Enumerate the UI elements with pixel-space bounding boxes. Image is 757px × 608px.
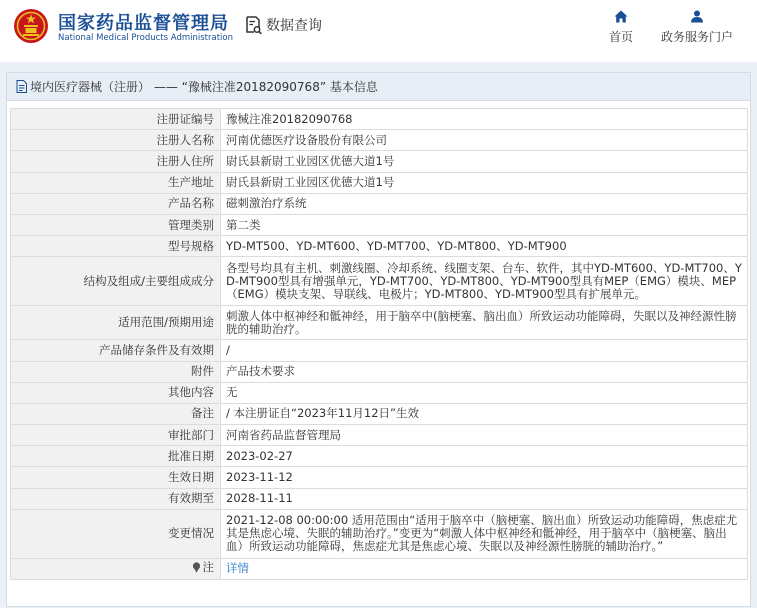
field-value: YD-MT500、YD-MT600、YD-MT700、YD-MT800、YD-MT900 bbox=[221, 236, 748, 257]
field-value-remark bbox=[221, 558, 748, 579]
field-value: 2021-12-08 00:00:00 适用范围由“适用于脑卒中（脑梗塞、脑出血）所致运动功能障碍，焦虑症尤其是焦虑心境、失眠的辅助治疗。”变更为“刺激人体中枢神经和骶神经，用于脑卒中（脑梗塞、脑出血）所致运动功能障碍，焦虑症尤其是焦虑心境、失眠以及神经源性膀胱的辅助治疗。” bbox=[221, 509, 748, 558]
table-row bbox=[11, 488, 748, 509]
document-search-icon bbox=[243, 15, 263, 35]
table-row bbox=[11, 467, 748, 488]
field-value: 产品技术要求 bbox=[221, 361, 748, 382]
field-label: 变更情况 bbox=[11, 509, 221, 558]
table-row bbox=[11, 236, 748, 257]
field-label: 管理类别 bbox=[11, 214, 221, 235]
details-link[interactable]: 详情 bbox=[226, 561, 249, 576]
field-label: 附件 bbox=[11, 361, 221, 382]
nav-home-label: 首页 bbox=[608, 30, 633, 44]
nav-government-service[interactable] bbox=[659, 10, 735, 45]
detail-title-bar bbox=[7, 73, 750, 101]
table-row bbox=[11, 109, 748, 130]
table-row bbox=[11, 306, 748, 340]
detail-title: 境内医疗器械（注册） —— “豫械注准20182090768” 基本信息 bbox=[30, 80, 378, 94]
pin-icon bbox=[192, 562, 201, 573]
field-label: 生效日期 bbox=[11, 467, 221, 488]
field-value: 河南优德医疗设备股份有限公司 bbox=[221, 130, 748, 151]
table-row bbox=[11, 403, 748, 424]
field-label: 注册人名称 bbox=[11, 130, 221, 151]
field-value: 尉氏县新尉工业园区优德大道1号 bbox=[221, 151, 748, 172]
field-value: / 本注册证自“2023年11月12日”生效 bbox=[221, 403, 748, 424]
field-value: / bbox=[221, 340, 748, 361]
field-label-remark bbox=[11, 558, 221, 579]
data-query-label: 数据查询 bbox=[266, 18, 322, 34]
field-label: 生产地址 bbox=[11, 172, 221, 193]
table-row bbox=[11, 382, 748, 403]
field-label: 有效期至 bbox=[11, 488, 221, 509]
remark-label: 注 bbox=[202, 560, 214, 575]
table-row bbox=[11, 172, 748, 193]
field-label: 注册证编号 bbox=[11, 109, 221, 130]
field-value: 各型号均具有主机、刺激线圈、冷却系统、线圈支架、台车、软件，其中YD-MT600、YD-MT700、YD-MT900型具有增强单元，YD-MT700、YD-MT800、YD-MT900型具有MEP（EMG）模块、MEP（EMG）模块支架、导联线、电极片；YD-MT800、YD-MT900型具有扩展单元。 bbox=[221, 257, 748, 306]
field-value: 磁刺激治疗系统 bbox=[221, 193, 748, 214]
site-subtitle: National Medical Products Administration bbox=[58, 33, 233, 43]
field-value: 第二类 bbox=[221, 214, 748, 235]
field-value: 2023-02-27 bbox=[221, 446, 748, 467]
field-label: 注册人住所 bbox=[11, 151, 221, 172]
field-value: 尉氏县新尉工业园区优德大道1号 bbox=[221, 172, 748, 193]
field-label: 结构及组成/主要组成成分 bbox=[11, 257, 221, 306]
field-value: 2028-11-11 bbox=[221, 488, 748, 509]
table-row bbox=[11, 257, 748, 306]
table-row bbox=[11, 340, 748, 361]
nav-government-service-label: 政务服务门户 bbox=[660, 30, 733, 44]
detail-panel bbox=[6, 72, 751, 607]
table-row bbox=[11, 558, 748, 579]
table-row bbox=[11, 130, 748, 151]
home-icon bbox=[614, 10, 628, 23]
field-value: 刺激人体中枢神经和骶神经，用于脑卒中(脑梗塞、脑出血）所致运动功能障碍，失眠以及神经源性膀胱的辅助治疗。 bbox=[221, 306, 748, 340]
field-value: 河南省药品监督管理局 bbox=[221, 425, 748, 446]
field-value: 豫械注准20182090768 bbox=[221, 109, 748, 130]
field-label: 备注 bbox=[11, 403, 221, 424]
field-label: 型号规格 bbox=[11, 236, 221, 257]
document-icon bbox=[16, 80, 27, 93]
table-row bbox=[11, 214, 748, 235]
field-label: 审批部门 bbox=[11, 425, 221, 446]
table-row bbox=[11, 425, 748, 446]
site-title: 国家药品监督管理局 bbox=[58, 13, 229, 34]
table-row bbox=[11, 151, 748, 172]
field-label: 其他内容 bbox=[11, 382, 221, 403]
registration-info-table bbox=[10, 108, 748, 580]
national-emblem-icon bbox=[13, 8, 49, 44]
data-query-link[interactable] bbox=[243, 15, 322, 35]
field-label: 产品名称 bbox=[11, 193, 221, 214]
table-row bbox=[11, 193, 748, 214]
field-label: 适用范围/预期用途 bbox=[11, 306, 221, 340]
field-label: 产品储存条件及有效期 bbox=[11, 340, 221, 361]
field-value: 无 bbox=[221, 382, 748, 403]
user-icon bbox=[690, 10, 704, 23]
nav-home[interactable] bbox=[606, 10, 636, 45]
site-header bbox=[0, 0, 757, 60]
table-row bbox=[11, 361, 748, 382]
field-value: 2023-11-12 bbox=[221, 467, 748, 488]
field-label: 批准日期 bbox=[11, 446, 221, 467]
table-row bbox=[11, 509, 748, 558]
table-row bbox=[11, 446, 748, 467]
